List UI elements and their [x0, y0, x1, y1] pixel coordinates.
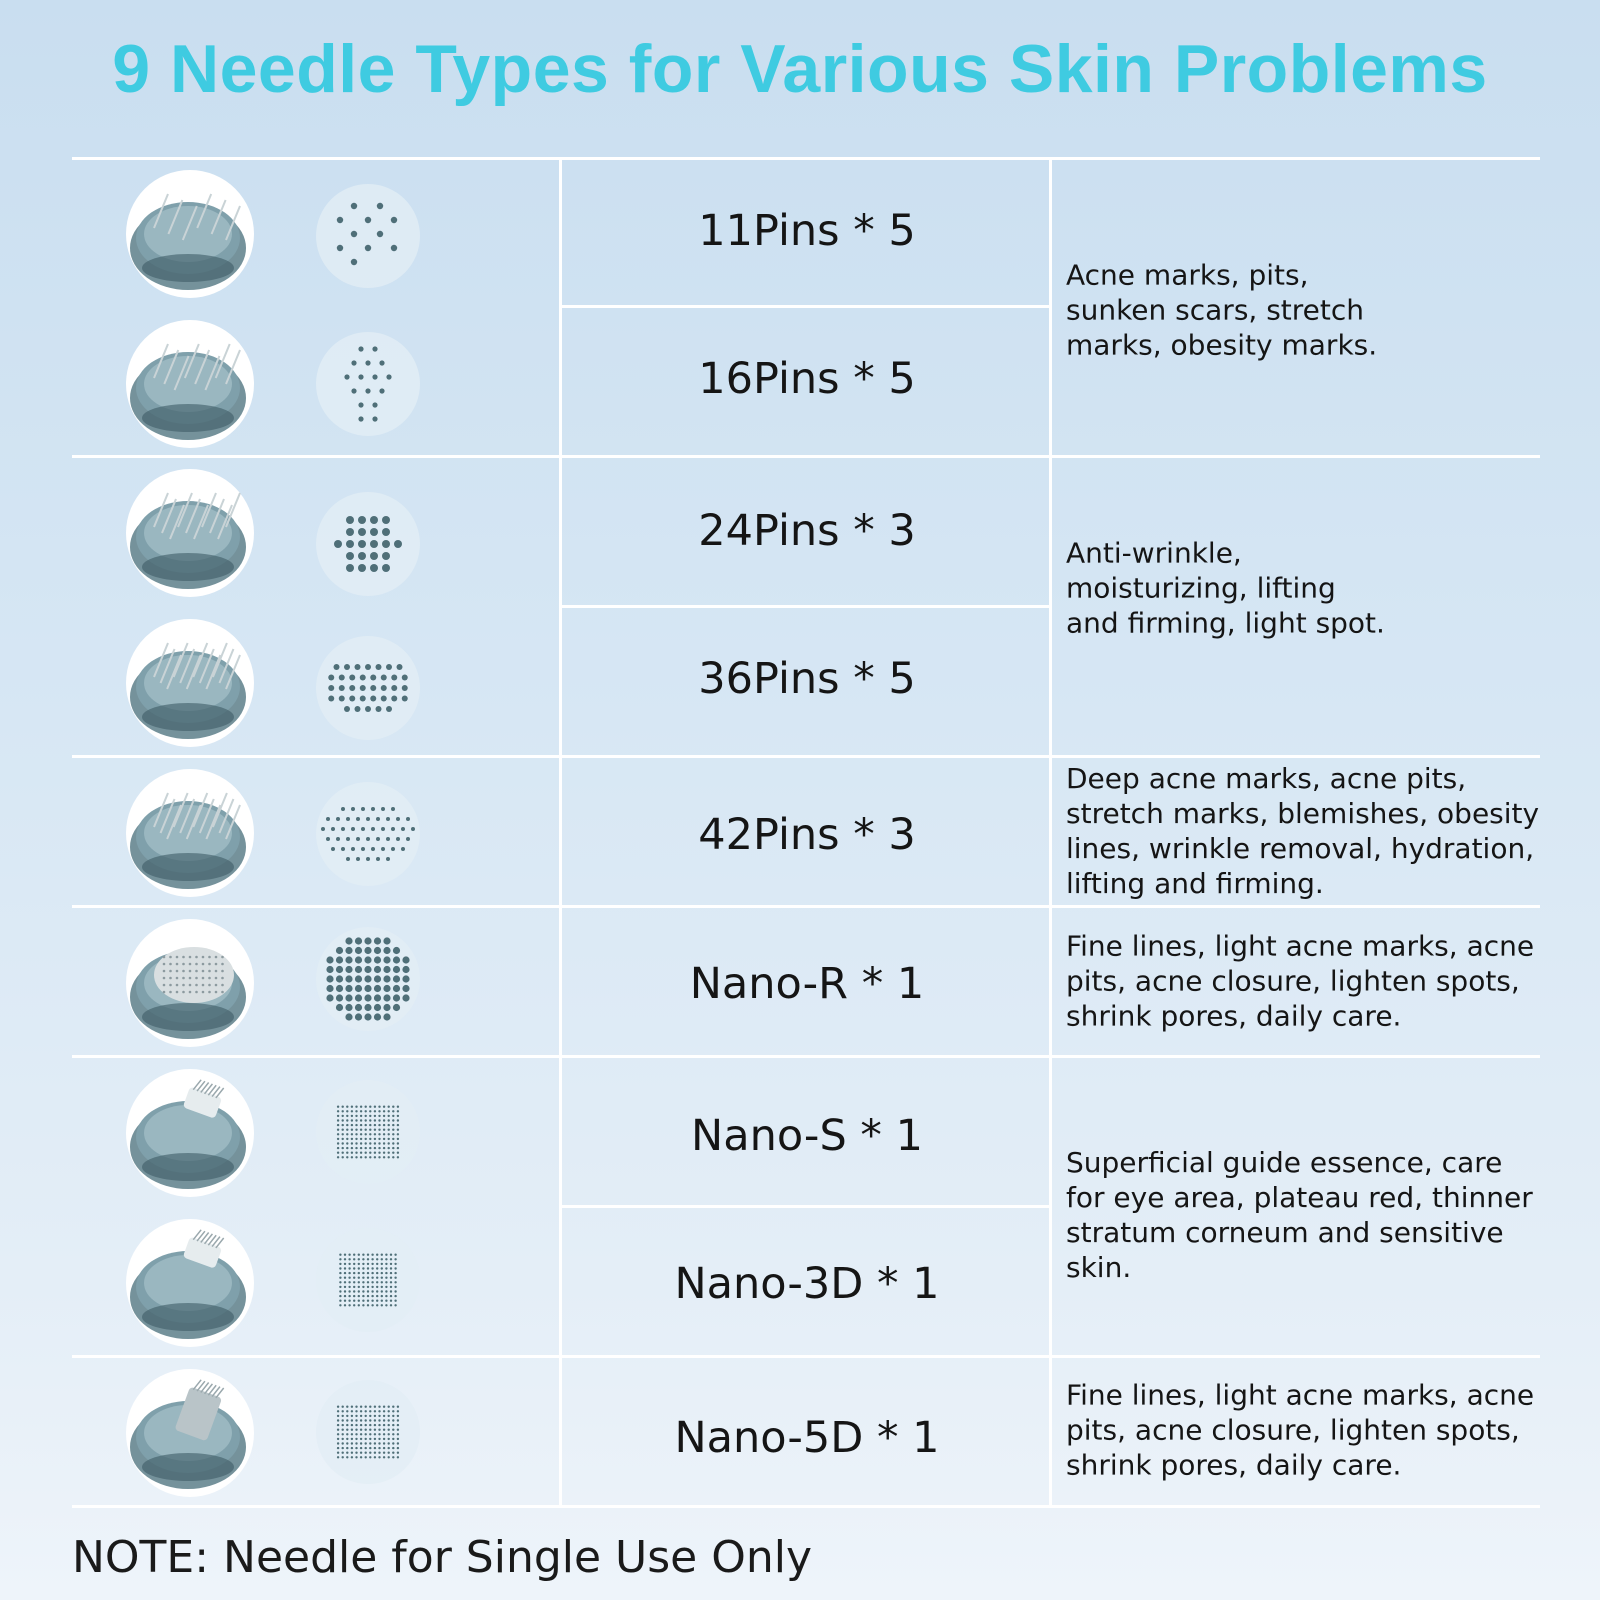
description-fine-lines-5d: Fine lines, light acne marks, acne pits, acne closure, lighten spots, shrink pores, daily care. — [1066, 1378, 1535, 1482]
needle-label-nano-s: Nano-S * 1 — [691, 1111, 923, 1161]
cartridge-head-16pins-icon — [124, 318, 256, 450]
needle-label-nano-3d: Nano-3D * 1 — [674, 1259, 940, 1309]
group-divider — [72, 755, 1540, 758]
pin-pattern-nano-r-icon — [314, 925, 422, 1033]
page-title: 9 Needle Types for Various Skin Problems — [112, 31, 1488, 107]
pin-pattern-24pins-icon — [314, 490, 422, 598]
needle-label-42pins: 42Pins * 3 — [698, 810, 916, 860]
needle-label-36pins: 36Pins * 5 — [698, 654, 916, 704]
description-acne-scars: Acne marks, pits, sunken scars, stretch marks, obesity marks. — [1066, 258, 1378, 362]
table-top-border — [72, 157, 1540, 160]
group-divider — [72, 1055, 1540, 1058]
needle-label-11pins: 11Pins * 5 — [698, 206, 916, 256]
pin-pattern-nano-5d-icon — [314, 1378, 422, 1486]
cartridge-head-36pins-icon — [124, 617, 256, 749]
cartridge-head-nano-r-icon — [124, 917, 256, 1049]
pin-pattern-nano-3d-icon — [314, 1226, 422, 1334]
needle-label-24pins: 24Pins * 3 — [698, 506, 916, 556]
pin-pattern-16pins-icon — [314, 330, 422, 438]
cartridge-head-nano-5d-icon — [124, 1367, 256, 1499]
group-divider — [72, 905, 1540, 908]
description-sensitive-skin: Superficial guide essence, care for eye area, plateau red, thinner stratum corneum and sensitive skin. — [1066, 1146, 1533, 1284]
cartridge-head-42pins-icon — [124, 767, 256, 899]
needle-label-nano-r: Nano-R * 1 — [689, 959, 925, 1009]
needle-label-nano-5d: Nano-5D * 1 — [674, 1413, 940, 1463]
cartridge-head-nano-s-icon — [124, 1067, 256, 1199]
description-anti-wrinkle: Anti-wrinkle, moisturizing, lifting and firming, light spot. — [1066, 536, 1385, 640]
cartridge-head-nano-3d-icon — [124, 1217, 256, 1349]
description-deep-acne: Deep acne marks, acne pits, stretch marks, blemishes, obesity lines, wrinkle removal, hydration, lifting and firming. — [1066, 762, 1540, 900]
single-use-note: NOTE: Needle for Single Use Only — [72, 1532, 813, 1583]
group-divider — [72, 1355, 1540, 1358]
row-divider — [562, 305, 1052, 308]
cartridge-head-24pins-icon — [124, 467, 256, 599]
group-divider — [72, 455, 1540, 458]
pin-pattern-42pins-icon — [314, 780, 422, 888]
pin-pattern-11pins-icon — [314, 182, 422, 290]
row-divider — [562, 605, 1052, 608]
cartridge-head-11pins-icon — [124, 168, 256, 300]
needle-label-16pins: 16Pins * 5 — [698, 354, 916, 404]
pin-pattern-36pins-icon — [314, 634, 422, 742]
description-fine-lines: Fine lines, light acne marks, acne pits, acne closure, lighten spots, shrink pores, daily care. — [1066, 929, 1535, 1033]
pin-pattern-nano-s-icon — [314, 1078, 422, 1186]
row-divider — [562, 1205, 1052, 1208]
table-bottom-border — [72, 1505, 1540, 1508]
